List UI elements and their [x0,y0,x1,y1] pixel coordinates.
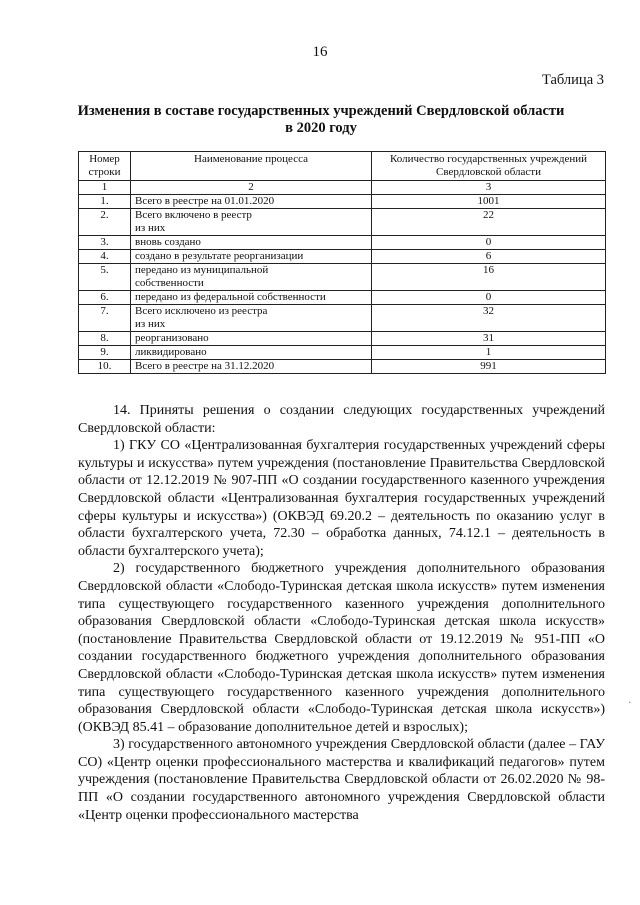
page-number: 16 [312,44,328,60]
row-name: Всего в реестре на 01.01.2020 [131,195,372,209]
table-row [79,250,606,264]
table-title-line-2: в 2020 году [285,120,357,136]
row-value: 16 [372,264,606,291]
table-title-line-1: Изменения в составе государственных учреждений Свердловской области [77,103,565,119]
index-cell: 3 [372,181,606,195]
row-name: ликвидировано [131,346,372,360]
table-row [79,209,606,236]
table-row [79,264,606,291]
row-name-line: собственности [135,277,204,289]
index-cell: 2 [131,181,372,195]
row-number: 8. [79,332,131,346]
row-name-line: Всего включено в реестр [135,209,252,221]
paragraph-item-3: 3) государственного автономного учреждения Свердловской области (далее – ГАУ СО) «Центр оценки профессионального мастерства и квалификаций педагогов» путем учреждения (постановление Правительства Свердловской области от 26.02.2020 № 98-ПП «О создании государственного автономного учреждения Свердловской области «Центр оценки профессионального мастерства [78,737,605,823]
table-row [79,195,606,209]
row-name [131,209,372,236]
table-row [79,305,606,332]
paragraph-14: 14. Приняты решения о создании следующих государственных учреждений Свердловской области: [78,403,605,436]
table-row [79,360,606,374]
table-index-row [79,181,606,195]
table-row [79,332,606,346]
row-number: 3. [79,236,131,250]
row-number: 1. [79,195,131,209]
row-value: 1001 [372,195,606,209]
row-value: 1 [372,346,606,360]
row-name: Всего в реестре на 31.12.2020 [131,360,372,374]
margin-mark: · [628,696,632,709]
paragraph-item-2: 2) государственного бюджетного учреждения дополнительного образования Свердловской области «Слободо-Туринская детская школа искусств» путем изменения типа существующего государственного казенного учреждения дополнительного образования Свердловской области «Слободо-Туринская детская школа искусств» (постановление Правительства Свердловской области от 19.12.2019 № 951-ПП «О создании государственного бюджетного учреждения дополнительного образования Свердловской области «Слободо-Туринская детская школа искусств» путем изменения типа существующего государственного казенного учреждения дополнительного образования Свердловской области «Слободо-Туринская детская школа искусств») (ОКВЭД 85.41 – образование дополнительное детей и взрослых); [78,561,605,735]
table-row [79,291,606,305]
institutions-table [78,151,606,374]
row-name [131,305,372,332]
row-number: 7. [79,305,131,332]
paragraph-item-1: 1) ГКУ СО «Централизованная бухгалтерия государственных учреждений сферы культуры и искусства» путем учреждения (постановление Правительства Свердловской области от 12.12.2019 № 907-ПП «О создании государственного казенного учреждения Свердловской области «Централизованная бухгалтерия государственных учреждений сферы культуры и искусства») (ОКВЭД 69.20.2 – деятельность по оказанию услуг в области бухгалтерского учета, 72.30 – обработка данных, 74.12.1 – деятельность в области бухгалтерского учета); [78,438,605,559]
table-header-row [79,152,606,181]
row-value: 991 [372,360,606,374]
table-title [60,103,582,137]
row-name: реорганизовано [131,332,372,346]
row-value: 22 [372,209,606,236]
row-number: 2. [79,209,131,236]
row-number: 6. [79,291,131,305]
table-row [79,346,606,360]
row-value: 6 [372,250,606,264]
row-value: 31 [372,332,606,346]
row-number: 9. [79,346,131,360]
header-row-number: Номер строки [79,152,131,181]
index-cell: 1 [79,181,131,195]
row-number: 5. [79,264,131,291]
row-name: вновь создано [131,236,372,250]
header-process-name: Наименование процесса [131,152,372,181]
row-name-line: Всего исключено из реестра [135,305,268,317]
row-number: 10. [79,360,131,374]
row-value: 32 [372,305,606,332]
row-name: создано в результате реорганизации [131,250,372,264]
table-label: Таблица 3 [541,72,604,88]
row-name-line: из них [135,318,166,330]
row-number: 4. [79,250,131,264]
table-row [79,236,606,250]
row-name [131,264,372,291]
body-text [78,402,605,824]
row-name-line: из них [135,222,166,234]
row-value: 0 [372,236,606,250]
row-value: 0 [372,291,606,305]
row-name-line: передано из муниципальной [135,264,269,276]
row-name: передано из федеральной собственности [131,291,372,305]
header-institution-count: Количество государственных учреждений Свердловской области [372,152,606,181]
